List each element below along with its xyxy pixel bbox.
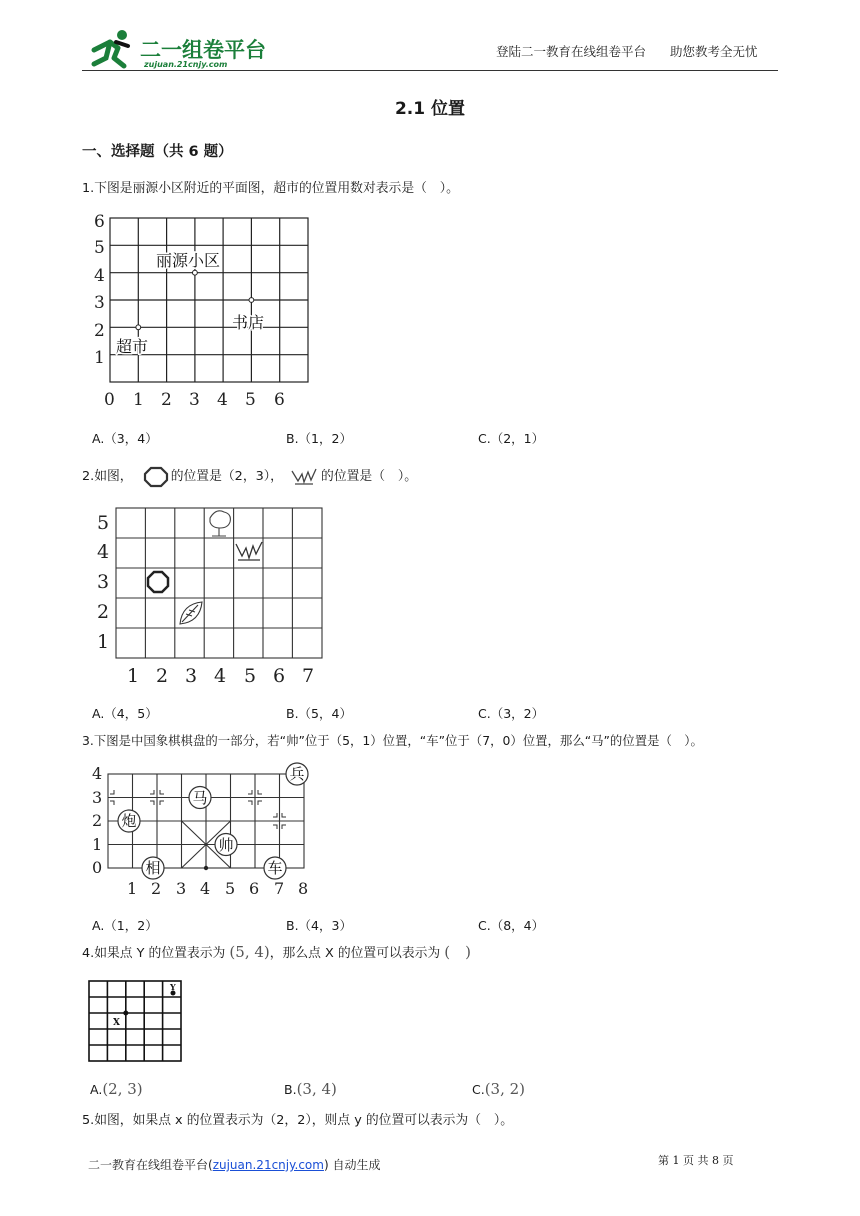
q4-grid-figure xyxy=(86,978,186,1066)
logo-url: zujuan.21cnjy.com xyxy=(144,60,228,69)
q2-y-tick: 3 xyxy=(97,571,110,593)
q2-octagon-marker xyxy=(148,572,168,592)
q2-x-tick: 4 xyxy=(214,665,227,687)
q2-x-tick: 2 xyxy=(156,665,169,687)
q2-x-tick: 5 xyxy=(244,665,257,687)
q4-pair-y: (5, 4) xyxy=(229,943,270,961)
q2-text-b: 的位置是（2，3）， xyxy=(170,469,283,484)
q2-butterfly-icon xyxy=(236,542,262,560)
q3-chessboard-figure xyxy=(88,760,328,900)
q2-grid-figure xyxy=(92,502,332,692)
q1-y-tick: 1 xyxy=(94,348,105,368)
q1-y-tick: 5 xyxy=(94,238,105,258)
q3-y-tick: 4 xyxy=(92,764,103,783)
q3-piece-label: 马 xyxy=(192,789,208,807)
q2-text-c: 的位置是（ ）。 xyxy=(321,469,418,484)
q1-y-tick: 4 xyxy=(94,266,105,286)
q1-option-b[interactable]: B.（1，2） xyxy=(286,431,352,446)
q3-piece-label: 帅 xyxy=(218,836,234,854)
q3-y-tick: 2 xyxy=(92,811,103,830)
q1-option-c[interactable]: C.（2，1） xyxy=(478,431,545,446)
q2-y-tick: 1 xyxy=(97,631,110,653)
question-5-text: 5.如图，如果点 x 的位置表示为（2，2），则点 y 的位置可以表示为（ ）。 xyxy=(82,1113,514,1128)
q1-x-tick: 3 xyxy=(189,390,200,410)
q4-option-c[interactable] xyxy=(472,1080,525,1098)
q1-x-tick: 6 xyxy=(274,390,285,410)
q1-label-bookstore: 书店 xyxy=(232,313,265,332)
q1-x-tick: 2 xyxy=(161,390,172,410)
q4-option-b-prefix: B. xyxy=(284,1082,297,1097)
logo xyxy=(88,28,268,70)
q2-leaf-icon xyxy=(180,602,202,624)
q1-x-tick: 0 xyxy=(104,390,115,410)
q3-x-tick: 4 xyxy=(200,879,211,898)
q4-point-x xyxy=(123,1011,128,1016)
q1-y-tick: 3 xyxy=(94,293,105,313)
q1-point-market xyxy=(136,325,141,330)
q4-answer-paren: ( ) xyxy=(444,943,472,961)
q3-x-tick: 3 xyxy=(176,879,187,898)
q4-label-y: Y xyxy=(170,982,176,992)
q4-text-a: 4.如果点 Y 的位置表示为 xyxy=(82,946,226,961)
q3-y-tick: 3 xyxy=(92,788,103,807)
q3-option-c[interactable]: C.（8，4） xyxy=(478,918,545,933)
q1-point-community xyxy=(193,270,198,275)
q3-piece-label: 车 xyxy=(267,859,283,877)
q1-label-community: 丽源小区 xyxy=(156,251,221,270)
question-4-text xyxy=(82,941,471,962)
q3-piece-label: 炮 xyxy=(121,812,137,830)
footer-link[interactable]: zujuan.21cnjy.com xyxy=(212,1158,324,1172)
q4-option-c-prefix: C. xyxy=(472,1082,485,1097)
q2-x-tick: 1 xyxy=(127,665,140,687)
q3-y-tick: 1 xyxy=(92,835,103,854)
q1-grid xyxy=(110,218,308,382)
q3-piece-label: 兵 xyxy=(289,765,305,783)
q1-y-tick: 2 xyxy=(94,321,105,341)
q4-option-a-prefix: A. xyxy=(90,1082,103,1097)
q3-y-tick: 0 xyxy=(92,858,103,877)
footer-prefix: 二一教育在线组卷平台( xyxy=(88,1158,213,1172)
q1-x-tick: 5 xyxy=(245,390,256,410)
logo-text: 二一组卷平台 xyxy=(140,38,266,62)
q4-option-b[interactable] xyxy=(284,1080,337,1098)
header-link-login[interactable]: 登陆二一教育在线组卷平台 xyxy=(496,44,647,59)
q1-x-tick: 1 xyxy=(133,390,144,410)
q4-option-a[interactable] xyxy=(90,1080,143,1098)
section-heading: 一、选择题（共 6 题） xyxy=(82,144,233,160)
q3-option-b[interactable]: B.（4，3） xyxy=(286,918,352,933)
q4-option-c-value: (3, 2) xyxy=(484,1080,526,1098)
q3-option-a[interactable]: A.（1，2） xyxy=(92,918,158,933)
q2-option-c[interactable]: C.（3，2） xyxy=(478,706,545,721)
q2-tree-icon xyxy=(210,511,230,536)
q2-x-tick: 7 xyxy=(302,665,315,687)
q1-y-tick: 6 xyxy=(94,212,105,232)
q4-option-a-value: (2, 3) xyxy=(102,1080,143,1098)
header-divider xyxy=(82,70,778,71)
q1-x-tick: 4 xyxy=(217,390,228,410)
q3-x-tick: 8 xyxy=(298,879,309,898)
logo-runner-icon xyxy=(88,28,134,70)
question-1-text: 1.下图是丽源小区附近的平面图，超市的位置用数对表示是（ ）。 xyxy=(82,181,459,196)
header-slogan: 助您教考全无忧 xyxy=(670,44,758,59)
q4-grid xyxy=(89,981,181,1061)
q2-x-tick: 3 xyxy=(185,665,198,687)
q1-option-a[interactable]: A.（3，4） xyxy=(92,431,158,446)
q1-map-figure xyxy=(88,210,318,410)
question-3-text: 3.下图是中国象棋棋盘的一部分，若“帅”位于（5，1）位置，“车”位于（7，0）位置，那么“马”的位置是（ ）。 xyxy=(82,733,703,748)
q4-text-b: ，那么点 X 的位置可以表示为 xyxy=(269,946,441,961)
q1-point-bookstore xyxy=(249,298,254,303)
footer-source xyxy=(88,1156,380,1173)
q3-x-tick: 2 xyxy=(151,879,162,898)
q2-y-tick: 5 xyxy=(97,512,110,534)
q2-x-tick: 6 xyxy=(273,665,286,687)
q3-origin-dot xyxy=(204,866,208,870)
q1-label-market: 超市 xyxy=(116,337,149,356)
octagon-icon xyxy=(143,466,169,488)
q2-option-b[interactable]: B.（5，4） xyxy=(286,706,352,721)
q4-label-x: X xyxy=(113,1018,120,1028)
q2-y-tick: 4 xyxy=(97,541,110,563)
footer-suffix: ) 自动生成 xyxy=(323,1158,381,1172)
q3-piece-label: 相 xyxy=(145,859,161,877)
question-2-text xyxy=(82,465,417,488)
q3-x-tick: 5 xyxy=(225,879,236,898)
q3-x-tick: 1 xyxy=(127,879,138,898)
q2-y-tick: 2 xyxy=(97,601,110,623)
butterfly-icon xyxy=(289,466,319,488)
q2-option-a[interactable]: A.（4，5） xyxy=(92,706,158,721)
q2-text-a: 2.如图， xyxy=(82,469,133,484)
q3-x-tick: 7 xyxy=(274,879,285,898)
page-number: 第 1 页 共 8 页 xyxy=(658,1154,734,1167)
q3-x-tick: 6 xyxy=(249,879,260,898)
q4-option-b-value: (3, 4) xyxy=(296,1080,337,1098)
page-title: 2.1 位置 xyxy=(394,99,466,119)
